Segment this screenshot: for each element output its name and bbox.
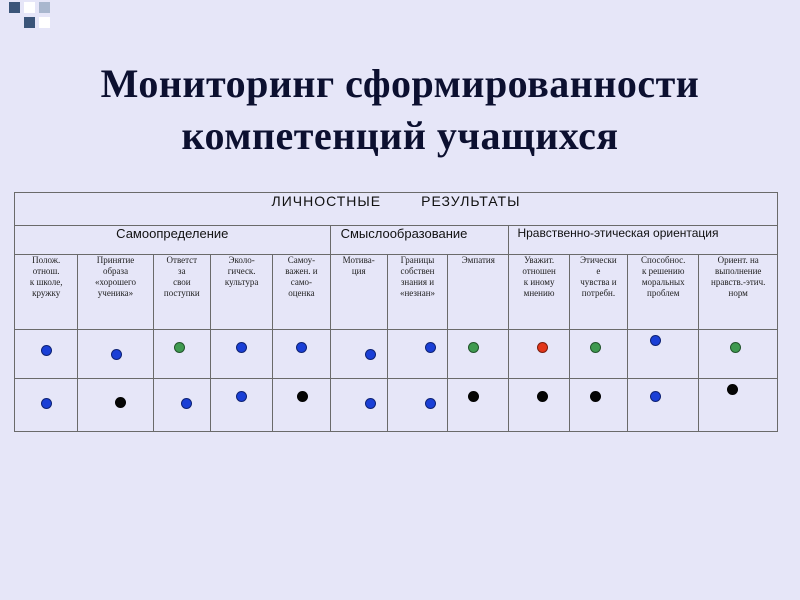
- column-header: Этически е чувства и потребн.: [569, 255, 627, 330]
- blue-dot-marker: [111, 349, 122, 360]
- blue-dot-marker: [296, 342, 307, 353]
- result-cell: [330, 379, 387, 432]
- result-cell: [15, 330, 78, 379]
- column-header: Ориент. на выполнение нравств.-этич. норм: [699, 255, 778, 330]
- result-cell: [15, 379, 78, 432]
- blue-dot-marker: [425, 342, 436, 353]
- result-cell: [509, 379, 569, 432]
- result-cell: [628, 330, 699, 379]
- green-dot-marker: [590, 342, 601, 353]
- blue-dot-marker: [236, 342, 247, 353]
- column-header: Ответст за свои поступки: [153, 255, 210, 330]
- header-word-1: ЛИЧНОСТНЫЕ: [271, 193, 382, 209]
- blue-dot-marker: [365, 349, 376, 360]
- result-cell: [387, 330, 447, 379]
- title-line-1: Мониторинг сформированности: [100, 61, 700, 106]
- column-header: Мотива- ция: [330, 255, 387, 330]
- column-header: Уважит. отношен к иному мнению: [509, 255, 569, 330]
- result-cell: [569, 330, 627, 379]
- green-dot-marker: [730, 342, 741, 353]
- result-cell: [699, 379, 778, 432]
- group-header-smysloobrazovanie: Смыслообразование: [330, 226, 509, 255]
- green-dot-marker: [468, 342, 479, 353]
- blue-dot-marker: [181, 398, 192, 409]
- result-cell: [509, 330, 569, 379]
- result-cell: [330, 330, 387, 379]
- column-header: Эколо- гическ. культура: [210, 255, 272, 330]
- result-cell: [273, 330, 330, 379]
- result-cell: [78, 330, 153, 379]
- black-dot-marker: [468, 391, 479, 402]
- results-table: [14, 192, 778, 432]
- result-cell: [628, 379, 699, 432]
- result-cell: [210, 330, 272, 379]
- result-cell: [153, 379, 210, 432]
- black-dot-marker: [727, 384, 738, 395]
- blue-dot-marker: [425, 398, 436, 409]
- black-dot-marker: [590, 391, 601, 402]
- result-cell: [448, 379, 509, 432]
- result-cell: [78, 379, 153, 432]
- result-cell: [273, 379, 330, 432]
- column-header: Полож. отнош. к школе, кружку: [15, 255, 78, 330]
- corner-decoration: [0, 0, 70, 40]
- column-header: Принятие образа «хорошего ученика»: [78, 255, 153, 330]
- blue-dot-marker: [41, 345, 52, 356]
- blue-dot-marker: [650, 391, 661, 402]
- page-title: [0, 58, 800, 162]
- result-cell: [210, 379, 272, 432]
- blue-dot-marker: [41, 398, 52, 409]
- black-dot-marker: [537, 391, 548, 402]
- result-cell: [448, 330, 509, 379]
- table-main-header: [15, 193, 778, 226]
- result-cell: [699, 330, 778, 379]
- column-header: Эмпатия: [448, 255, 509, 330]
- blue-dot-marker: [650, 335, 661, 346]
- blue-dot-marker: [365, 398, 376, 409]
- column-header: Самоу- важен. и само- оценка: [273, 255, 330, 330]
- black-dot-marker: [115, 397, 126, 408]
- black-dot-marker: [297, 391, 308, 402]
- header-word-2: РЕЗУЛЬТАТЫ: [421, 193, 521, 209]
- group-header-nravstvennost: Нравственно-этическая ориентация: [509, 226, 778, 255]
- column-header: Способнос. к решению моральных проблем: [628, 255, 699, 330]
- title-line-2: компетенций учащихся: [181, 113, 619, 158]
- result-cell: [153, 330, 210, 379]
- group-header-samoopredelenie: Самоопределение: [15, 226, 331, 255]
- result-cell: [569, 379, 627, 432]
- column-header: Границы собствен знания и «незнан»: [387, 255, 447, 330]
- red-dot-marker: [537, 342, 548, 353]
- result-cell: [387, 379, 447, 432]
- green-dot-marker: [174, 342, 185, 353]
- blue-dot-marker: [236, 391, 247, 402]
